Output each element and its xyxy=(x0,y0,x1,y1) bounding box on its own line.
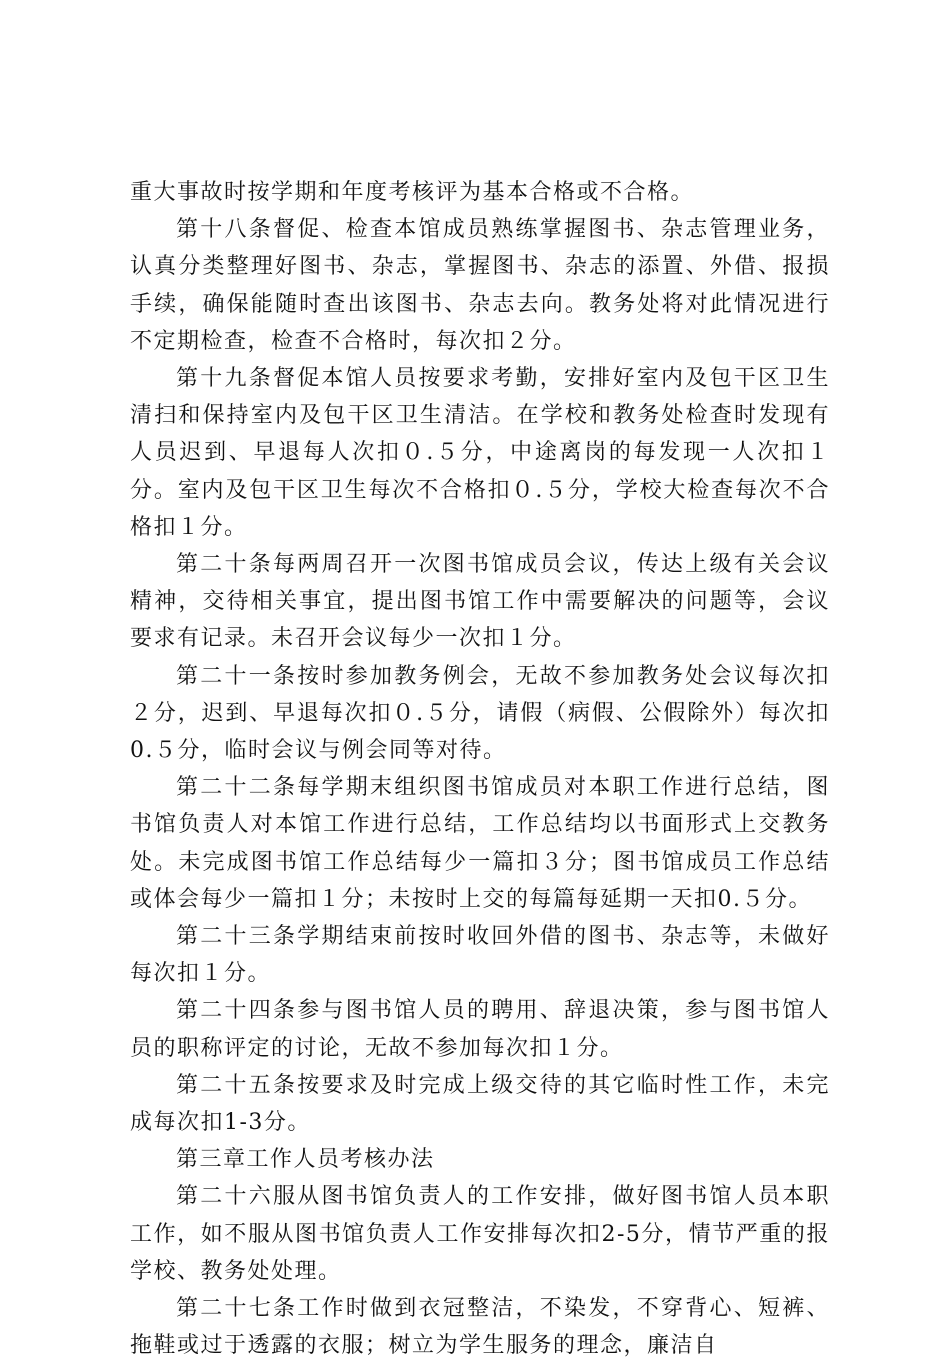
paragraph-article-18: 第十八条督促、检查本馆成员熟练掌握图书、杂志管理业务，认真分类整理好图书、杂志，掌握图书、杂志的添置、外借、报损手续，确保能随时查出该图书、杂志去向。教务处将对此情况进行不定期检查，检查不合格时，每次扣２分。 xyxy=(130,217,830,354)
document-body xyxy=(130,174,830,1365)
paragraph-article-27: 第二十七条工作时做到衣冠整洁，不染发，不穿背心、短裤、拖鞋或过于透露的衣服；树立为学生服务的理念，廉洁自 xyxy=(130,1296,830,1359)
paragraph-1: 重大事故时按学期和年度考核评为基本合格或不合格。 xyxy=(130,180,695,205)
paragraph-article-22: 第二十二条每学期末组织图书馆成员对本职工作进行总结，图书馆负责人对本馆工作进行总结，工作总结均以书面形式上交教务处。未完成图书馆工作总结每少一篇扣３分；图书馆成员工作总结或体会每少一篇扣１分；未按时上交的每篇每延期一天扣0.５分。 xyxy=(130,775,830,912)
paragraph-article-21: 第二十一条按时参加教务例会，无故不参加教务处会议每次扣２分，迟到、早退每次扣０.５分，请假（病假、公假除外）每次扣0.５分，临时会议与例会同等对待。 xyxy=(130,663,830,764)
paragraph-article-20: 第二十条每两周召开一次图书馆成员会议，传达上级有关会议精神，交待相关事宜，提出图书馆工作中需要解决的问题等，会议要求有记录。未召开会议每少一次扣１分。 xyxy=(130,552,830,652)
chapter-heading: 第三章工作人员考核办法 xyxy=(176,1147,435,1173)
paragraph-article-19: 第十九条督促本馆人员按要求考勤，安排好室内及包干区卫生清扫和保持室内及包干区卫生清洁。在学校和教务处检查时发现有人员迟到、早退每人次扣０.５分，中途离岗的每发现一人次扣１分。室内及包干区卫生每次不合格扣０.５分，学校大检查每次不合格扣１分。 xyxy=(130,366,830,540)
paragraph-article-26: 第二十六服从图书馆负责人的工作安排，做好图书馆人员本职工作，如不服从图书馆负责人工作安排每次扣2-5分，情节严重的报学校、教务处处理。 xyxy=(130,1184,830,1284)
paragraph-article-24: 第二十四条参与图书馆人员的聘用、辞退决策，参与图书馆人员的职称评定的讨论，无故不参加每次扣１分。 xyxy=(130,998,830,1061)
paragraph-article-23: 第二十三条学期结束前按时收回外借的图书、杂志等，未做好每次扣１分。 xyxy=(130,924,830,987)
paragraph-article-25: 第二十五条按要求及时完成上级交待的其它临时性工作，未完成每次扣1-3分。 xyxy=(130,1072,830,1136)
